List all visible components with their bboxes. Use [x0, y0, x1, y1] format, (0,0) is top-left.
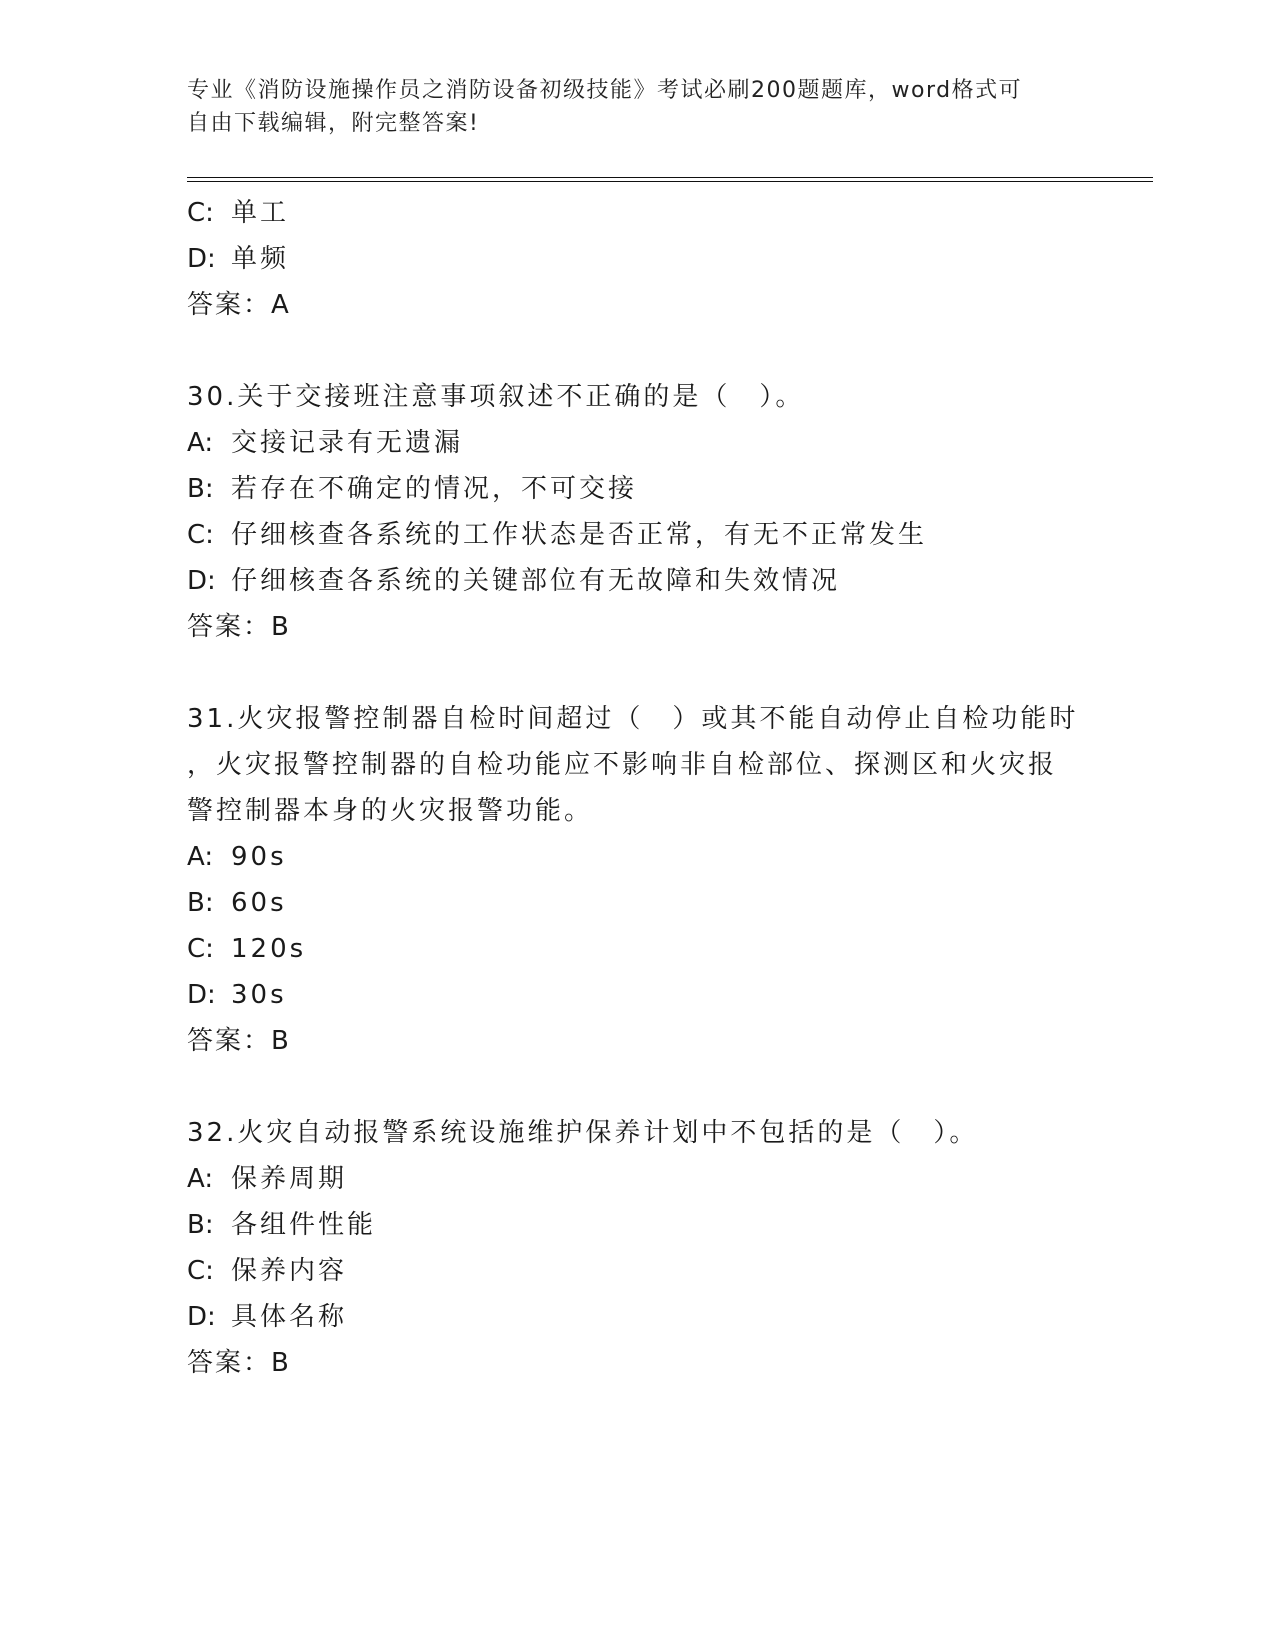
option-key: C:: [187, 520, 214, 550]
option-text: 30s: [231, 980, 287, 1010]
option-key: B:: [187, 1210, 214, 1240]
document-body: [187, 190, 1087, 1386]
page-header: [187, 74, 1067, 140]
option-key: C:: [187, 934, 214, 964]
option-d: [187, 1294, 1087, 1340]
option-c: [187, 190, 1087, 236]
header-divider: [187, 177, 1153, 182]
option-d: [187, 558, 1087, 604]
option-key: A:: [187, 428, 214, 458]
option-text: 各组件性能: [231, 1210, 377, 1240]
question-30: [187, 374, 1087, 650]
option-a: [187, 1156, 1087, 1202]
option-text: 交接记录有无遗漏: [231, 428, 464, 458]
option-c: [187, 512, 1087, 558]
option-a: [187, 834, 1087, 880]
answer-line: 答案：B: [187, 1026, 291, 1056]
option-b: [187, 1202, 1087, 1248]
option-key: B:: [187, 474, 214, 504]
option-key: D:: [187, 566, 216, 596]
question-stem-line-3: 警控制器本身的火灾报警功能。: [187, 796, 594, 826]
option-text: 仔细核查各系统的工作状态是否正常，有无不正常发生: [231, 520, 928, 550]
option-text: 60s: [231, 888, 287, 918]
option-key: A:: [187, 842, 214, 872]
question-32: [187, 1110, 1087, 1386]
option-key: D:: [187, 244, 216, 274]
option-text: 若存在不确定的情况，不可交接: [231, 474, 638, 504]
option-key: D:: [187, 980, 216, 1010]
question-31: [187, 696, 1087, 1064]
option-text: 90s: [231, 842, 287, 872]
option-d: [187, 236, 1087, 282]
option-text: 仔细核查各系统的关键部位有无故障和失效情况: [231, 566, 841, 596]
option-c: [187, 926, 1087, 972]
option-text: 单工: [231, 198, 290, 228]
question-stem-line-1: 31.火灾报警控制器自检时间超过（ ）或其不能自动停止自检功能时: [187, 704, 1079, 734]
option-text: 单频: [231, 244, 290, 274]
answer-line: 答案：B: [187, 1348, 291, 1378]
option-a: [187, 420, 1087, 466]
header-title-line-2: 自由下载编辑，附完整答案!: [187, 111, 480, 136]
option-text: 保养周期: [231, 1164, 348, 1194]
option-key: B:: [187, 888, 214, 918]
option-text: 保养内容: [231, 1256, 348, 1286]
option-key: C:: [187, 1256, 214, 1286]
question-stem: 32.火灾自动报警系统设施维护保养计划中不包括的是（ ）。: [187, 1118, 979, 1148]
carryover-block: [187, 190, 1087, 328]
answer-line: 答案：A: [187, 290, 291, 320]
question-stem-line-2: ，火灾报警控制器的自检功能应不影响非自检部位、探测区和火灾报: [187, 750, 1058, 780]
option-b: [187, 466, 1087, 512]
option-b: [187, 880, 1087, 926]
option-d: [187, 972, 1087, 1018]
option-text: 120s: [231, 934, 307, 964]
answer-line: 答案：B: [187, 612, 291, 642]
question-stem: 30.关于交接班注意事项叙述不正确的是（ ）。: [187, 382, 805, 412]
header-title-line-1: 专业《消防设施操作员之消防设备初级技能》考试必刷200题题库，word格式可: [187, 78, 1023, 103]
option-key: D:: [187, 1302, 216, 1332]
option-key: C:: [187, 198, 214, 228]
option-text: 具体名称: [231, 1302, 348, 1332]
option-c: [187, 1248, 1087, 1294]
option-key: A:: [187, 1164, 214, 1194]
